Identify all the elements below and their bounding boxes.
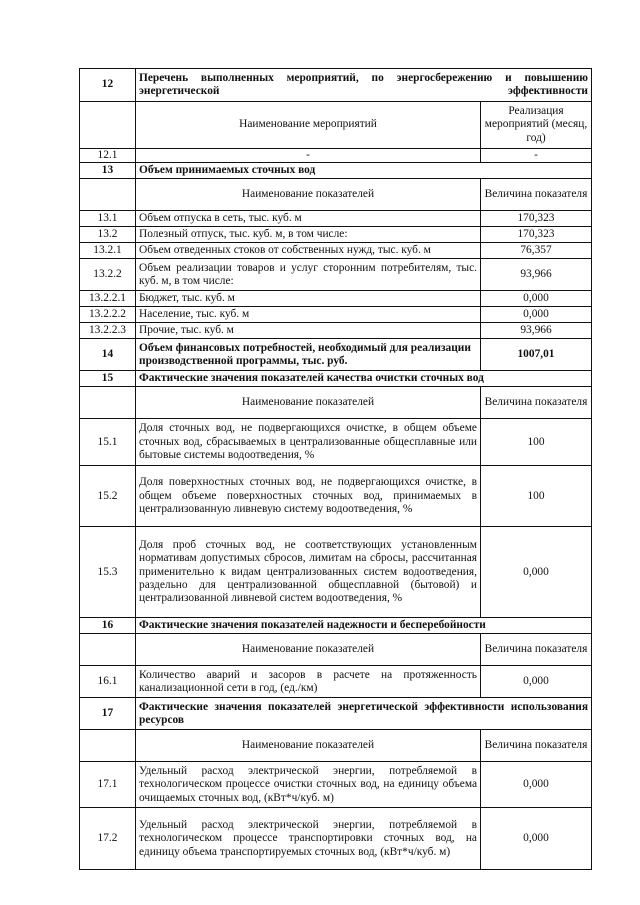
table-row [80, 323, 592, 339]
row-value: 0,000 [481, 762, 592, 808]
empty-cell [80, 634, 136, 666]
row-value: 170,323 [481, 211, 592, 227]
table-row [80, 808, 592, 870]
column-header-row [80, 634, 592, 666]
table-row [80, 762, 592, 808]
section-title: Фактические значения показателей энергетической эффективности использования ресурсов [136, 698, 592, 730]
row-number: 13.1 [80, 211, 136, 227]
section-row-15 [80, 371, 592, 387]
row-name: Прочие, тыс. куб. м [136, 323, 481, 339]
row-name: Объем реализации товаров и услуг сторонним потребителям, тыс. куб. м, в том числе: [136, 259, 481, 291]
row-name: Удельный расход электрической энергии, потребляемой в технологическом процессе транспортировки сточных вод, на единицу объема транспортируемых сточных вод, (кВт*ч/куб. м) [136, 808, 481, 870]
indicators-table [79, 68, 592, 870]
row-name: Доля проб сточных вод, не соответствующих установленным нормативам допустимых сбросов, лимитам на сбросы, рассчитанная применительно к видам централизованных систем водоотведения, раздельно для централизованной общесплавной (бытовой) и централизованной ливневой систем водоотведения, % [136, 527, 481, 618]
row-name: Доля сточных вод, не подвергающихся очистке, в общем объеме сточных вод, сбрасываемых в централизованные общесплавные или бытовые системы водоотведения, % [136, 419, 481, 466]
column-header-row [80, 387, 592, 419]
row-value: 0,000 [481, 291, 592, 307]
row-name: Объем отведенных стоков от собственных нужд, тыс. куб. м [136, 243, 481, 259]
column-header-name: Наименование показателей [136, 730, 481, 762]
section-row-14 [80, 339, 592, 371]
row-number: 17.2 [80, 808, 136, 870]
column-header-name: Наименование показателей [136, 179, 481, 211]
column-header-row [80, 102, 592, 149]
row-name: - [136, 149, 481, 163]
section-row-17 [80, 698, 592, 730]
table-row [80, 211, 592, 227]
row-value: 100 [481, 466, 592, 527]
table-row [80, 259, 592, 291]
table-row [80, 419, 592, 466]
section-title: Объем финансовых потребностей, необходимый для реализации производственной программы, тыс. руб. [136, 339, 481, 371]
row-name: Бюджет, тыс. куб. м [136, 291, 481, 307]
row-number: 15.3 [80, 527, 136, 618]
table-row [80, 291, 592, 307]
row-value: 93,966 [481, 323, 592, 339]
row-number: 13.2.2.2 [80, 307, 136, 323]
empty-cell [80, 179, 136, 211]
row-number: 15.1 [80, 419, 136, 466]
table-row [80, 149, 592, 163]
row-number: 14 [80, 339, 136, 371]
row-number: 13.2 [80, 227, 136, 243]
table-row [80, 227, 592, 243]
section-row-13 [80, 163, 592, 179]
empty-cell [80, 102, 136, 149]
row-number: 16 [80, 618, 136, 634]
column-header-value: Величина показателя [481, 730, 592, 762]
row-number: 12 [80, 69, 136, 102]
section-row-12 [80, 69, 592, 102]
column-header-value: Реализация мероприятий (месяц, год) [481, 102, 592, 149]
row-number: 13.2.1 [80, 243, 136, 259]
section-row-16 [80, 618, 592, 634]
column-header-value: Величина показателя [481, 179, 592, 211]
table-row [80, 466, 592, 527]
row-number: 17 [80, 698, 136, 730]
section-title: Фактические значения показателей качества очистки сточных вод [136, 371, 592, 387]
row-name: Количество аварий и засоров в расчете на протяженность канализационной сети в год, (ед./км) [136, 666, 481, 698]
column-header-row [80, 730, 592, 762]
row-name: Доля поверхностных сточных вод, не подвергающихся очистке, в общем объеме поверхностных сточных вод, принимаемых в централизованную ливневую систему водоотведения, % [136, 466, 481, 527]
row-number: 16.1 [80, 666, 136, 698]
row-value: 0,000 [481, 527, 592, 618]
table-row [80, 527, 592, 618]
row-value: 0,000 [481, 666, 592, 698]
row-name: Объем отпуска в сеть, тыс. куб. м [136, 211, 481, 227]
row-name: Удельный расход электрической энергии, потребляемой в технологическом процессе очистки сточных вод, на единицу объема очищаемых сточных вод, (кВт*ч/куб. м) [136, 762, 481, 808]
row-number: 15.2 [80, 466, 136, 527]
row-value: 0,000 [481, 808, 592, 870]
row-value: 100 [481, 419, 592, 466]
column-header-name: Наименование мероприятий [136, 102, 481, 149]
row-name: Полезный отпуск, тыс. куб. м, в том числе: [136, 227, 481, 243]
row-number: 15 [80, 371, 136, 387]
section-title: Объем принимаемых сточных вод [136, 163, 592, 179]
row-number: 13.2.2 [80, 259, 136, 291]
row-name: Население, тыс. куб. м [136, 307, 481, 323]
table-row [80, 243, 592, 259]
row-value: 170,323 [481, 227, 592, 243]
empty-cell [80, 730, 136, 762]
row-value: 0,000 [481, 307, 592, 323]
row-value: 1007,01 [481, 339, 592, 371]
row-number: 17.1 [80, 762, 136, 808]
row-number: 13.2.2.1 [80, 291, 136, 307]
column-header-value: Величина показателя [481, 634, 592, 666]
row-number: 12.1 [80, 149, 136, 163]
section-title: Фактические значения показателей надежности и бесперебойности [136, 618, 592, 634]
table-row [80, 666, 592, 698]
row-value: - [481, 149, 592, 163]
table-row [80, 307, 592, 323]
column-header-value: Величина показателя [481, 387, 592, 419]
empty-cell [80, 387, 136, 419]
row-value: 76,357 [481, 243, 592, 259]
row-number: 13.2.2.3 [80, 323, 136, 339]
column-header-row [80, 179, 592, 211]
column-header-name: Наименование показателей [136, 634, 481, 666]
row-number: 13 [80, 163, 136, 179]
row-value: 93,966 [481, 259, 592, 291]
section-title: Перечень выполненных мероприятий, по энергосбережению и повышению энергетической эффективности [136, 69, 592, 102]
column-header-name: Наименование показателей [136, 387, 481, 419]
